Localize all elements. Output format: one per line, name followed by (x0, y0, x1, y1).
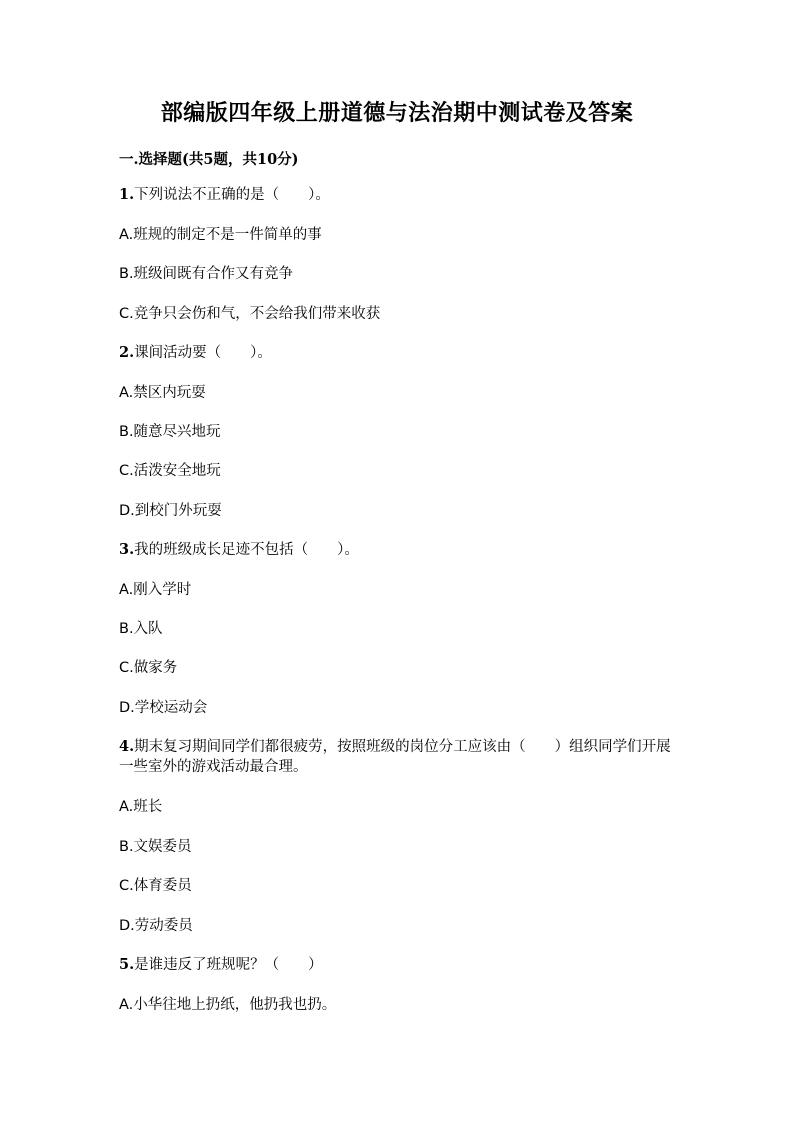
option-4d: D.劳动委员 (119, 918, 193, 934)
option-4c: C.体育委员 (119, 878, 192, 894)
option-2c: C.活泼安全地玩 (119, 463, 221, 479)
question-text: 下列说法不正确的是（ ）。 (134, 187, 330, 203)
section-heading: 一.选择题(共5题，共10分) (119, 151, 299, 168)
question-4 (119, 737, 679, 777)
question-text: 是谁违反了班规呢？（ ） (134, 957, 323, 973)
option-1a: A.班规的制定不是一件简单的事 (119, 227, 322, 243)
question-text: 我的班级成长足迹不包括（ ）。 (134, 542, 359, 558)
option-1b: B.班级间既有合作又有竞争 (119, 266, 294, 282)
option-3a: A.刚入学时 (119, 582, 192, 598)
option-4a: A.班长 (119, 799, 163, 815)
option-3c: C.做家务 (119, 660, 178, 676)
page-title: 部编版四年级上册道德与法治期中测试卷及答案 (160, 100, 634, 126)
option-3b: B.入队 (119, 621, 163, 637)
question-number: 5. (119, 956, 135, 973)
option-3d: D.学校运动会 (119, 700, 208, 716)
question-2 (119, 343, 272, 363)
option-1c: C.竞争只会伤和气，不会给我们带来收获 (119, 306, 381, 322)
option-2d: D.到校门外玩耍 (119, 503, 222, 519)
question-5 (119, 955, 323, 975)
question-1 (119, 185, 330, 205)
option-2a: A.禁区内玩耍 (119, 385, 206, 401)
question-text: 课间活动要（ ）。 (134, 345, 272, 361)
option-4b: B.文娱委员 (119, 839, 192, 855)
question-number: 4. (119, 738, 135, 755)
question-number: 1. (119, 186, 135, 203)
option-5a: A.小华往地上扔纸，他扔我也扔。 (119, 997, 337, 1013)
question-number: 2. (119, 344, 135, 361)
option-2b: B.随意尽兴地玩 (119, 424, 221, 440)
question-3 (119, 540, 359, 560)
question-text: 期末复习期间同学们都很疲劳，按照班级的岗位分工应该由（ ）组织同学们开展一些室外的游戏活动最合理。 (119, 739, 671, 775)
question-number: 3. (119, 541, 135, 558)
